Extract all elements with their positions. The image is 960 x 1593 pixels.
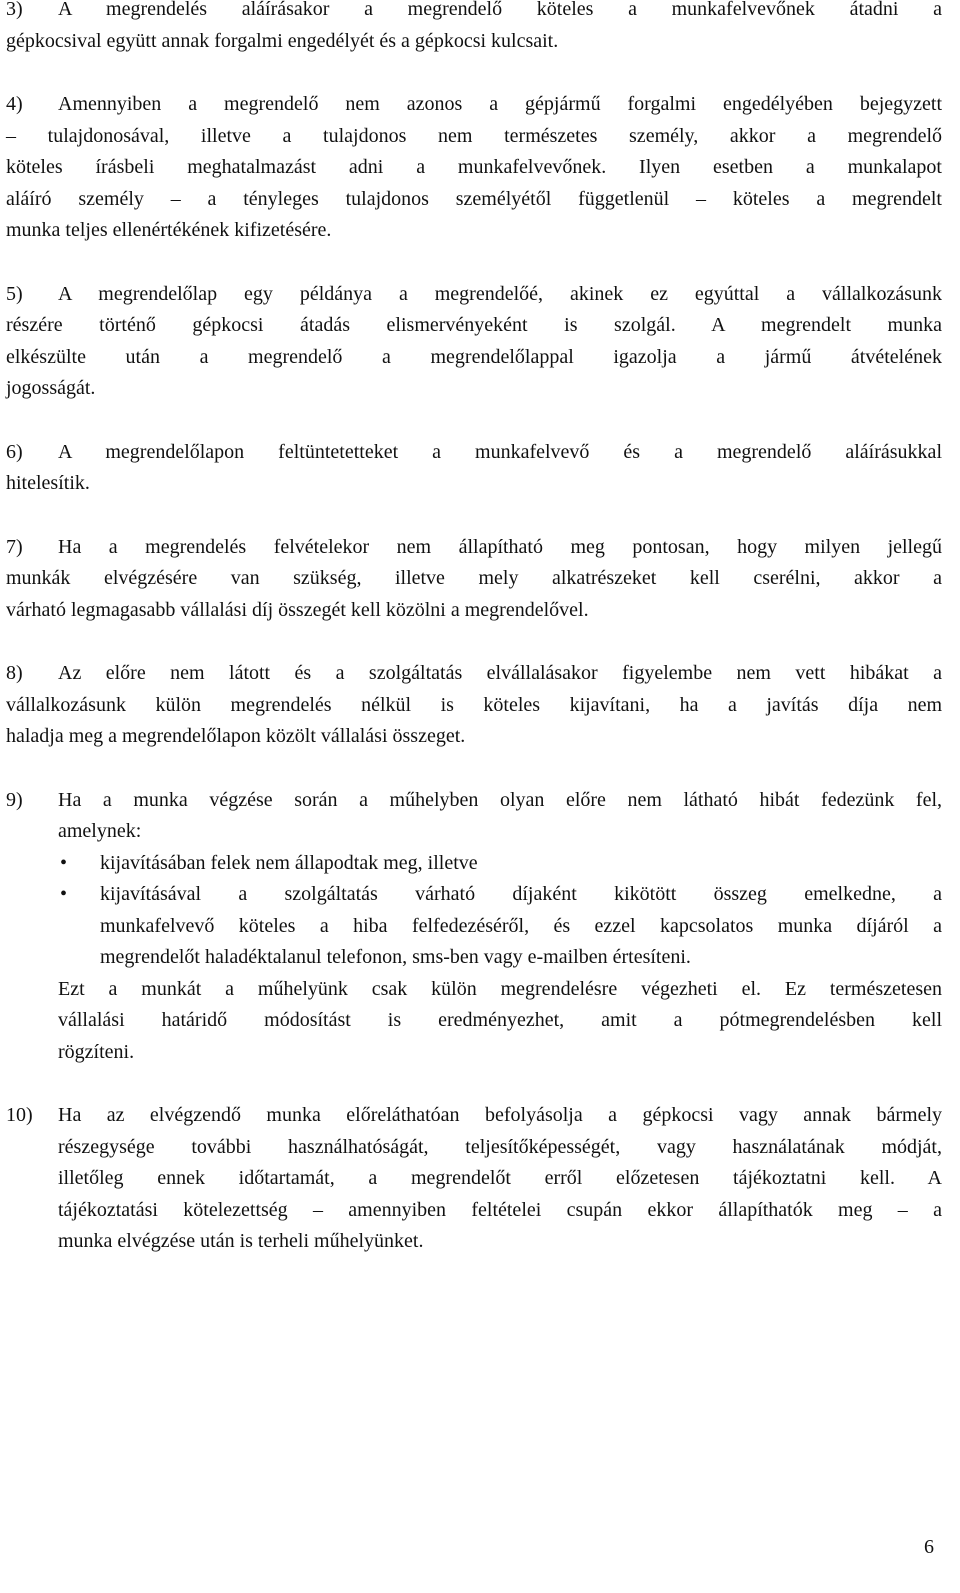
item-number: 10) xyxy=(6,1104,33,1126)
term-item-4 xyxy=(6,89,942,247)
text-line: tájékoztatási kötelezettség – amennyiben feltételei csupán ekkor állapíthatók meg – a xyxy=(58,1198,942,1221)
bullet-icon: • xyxy=(60,883,68,905)
text-line: kijavításában felek nem állapodtak meg, illetve xyxy=(100,851,478,874)
text-line: kijavításával a szolgáltatás várható díjaként kikötött összeg emelkedne, a xyxy=(100,883,942,905)
item-text xyxy=(6,279,942,405)
bullet-item xyxy=(58,848,942,880)
text-line: jogosságát. xyxy=(6,377,96,399)
bullet-item xyxy=(58,879,942,974)
text-line: Amennyiben a megrendelő nem azonos a gépjármű forgalmi engedélyében bejegyzett xyxy=(58,93,942,115)
text-line: munka teljes ellenértékének kifizetésére. xyxy=(6,219,332,241)
text-line: A megrendelőlap egy példánya a megrendelőé, akinek ez egyúttal a vállalkozásunk xyxy=(58,282,942,305)
text-line: Az előre nem látott és a szolgáltatás elvállalásakor figyelembe nem vett hibákat a xyxy=(58,662,942,684)
item-text xyxy=(6,89,942,247)
text-line: Ha a megrendelés felvételekor nem állapítható meg pontosan, hogy milyen jellegű xyxy=(58,535,942,558)
bullet-text xyxy=(100,879,942,974)
term-item-9 xyxy=(6,785,942,1069)
text-line: megrendelőt haladéktalanul telefonon, sms-ben vagy e-mailben értesíteni. xyxy=(100,946,691,968)
bullet-icon: • xyxy=(60,851,68,874)
item-text xyxy=(6,532,942,627)
text-line: részére történő gépkocsi átadás elismervényeként is szolgál. A megrendelt munka xyxy=(6,314,942,336)
text-line: elkészülte után a megrendelő a megrendelőlappal igazolja a jármű átvételének xyxy=(6,345,942,368)
text-line: amelynek: xyxy=(58,820,142,842)
text-line: – tulajdonosával, illetve a tulajdonos nem természetes személy, akkor a megrendelő xyxy=(6,124,942,147)
item-text xyxy=(58,1100,942,1258)
text-line: gépkocsival együtt annak forgalmi engedélyét és a gépkocsi kulcsait. xyxy=(6,29,559,52)
text-line: köteles írásbeli meghatalmazást adni a munkafelvevőnek. Ilyen esetben a munkalapot xyxy=(6,156,942,178)
text-line: vállalkozásunk külön megrendelés nélkül is köteles kijavítani, ha a javítás díja nem xyxy=(6,693,942,716)
item-number: 7) xyxy=(6,535,23,558)
text-line: hitelesítik. xyxy=(6,472,90,494)
text-line: munkafelvevő köteles a hiba felfedezéséről, és ezzel kapcsolatos munka díjáról a xyxy=(100,914,942,937)
item-text xyxy=(58,785,942,1069)
text-line: A megrendelőlapon feltüntetetteket a munkafelvevő és a megrendelő aláírásukkal xyxy=(58,440,942,463)
item-number: 8) xyxy=(6,662,23,684)
item-number: 3) xyxy=(6,0,23,20)
text-line: aláíró személy – a tényleges tulajdonos személyétől függetlenül – köteles a megrendelt xyxy=(6,187,942,210)
text-line: illetőleg ennek időtartamát, a megrendelőt erről előzetesen tájékoztatni kell. A xyxy=(58,1167,942,1189)
text-line: Ha az elvégzendő munka előreláthatóan befolyásolja a gépkocsi vagy annak bármely xyxy=(58,1104,942,1126)
terms-list xyxy=(6,0,942,1290)
bullet-list xyxy=(58,848,942,974)
term-item-6 xyxy=(6,437,942,500)
term-item-5 xyxy=(6,279,942,405)
text-line: vállalási határidő módosítást is eredményezhet, amit a pótmegrendelésben kell xyxy=(58,1009,942,1031)
bullet-text xyxy=(100,848,942,880)
text-line: rögzíteni. xyxy=(58,1040,135,1063)
item-number: 9) xyxy=(6,788,23,811)
text-line: haladja meg a megrendelőlapon közölt vállalási összeget. xyxy=(6,725,466,747)
item-number: 6) xyxy=(6,440,23,463)
item-number: 5) xyxy=(6,282,23,305)
term-item-10 xyxy=(6,1100,942,1258)
item-text xyxy=(6,658,942,753)
item-text xyxy=(6,437,942,500)
text-line: A megrendelés aláírásakor a megrendelő köteles a munkafelvevőnek átadni a xyxy=(58,0,942,20)
page-number: 6 xyxy=(924,1536,934,1558)
text-line: Ezt a munkát a műhelyünk csak külön megrendelésre végezheti el. Ez természetesen xyxy=(58,977,942,1000)
text-line: munkák elvégzésére van szükség, illetve mely alkatrészeket kell cserélni, akkor a xyxy=(6,567,942,589)
text-line: munka elvégzése után is terheli műhelyünket. xyxy=(58,1230,424,1252)
text-line: Ha a munka végzése során a műhelyben olyan előre nem látható hibát fedezünk fel, xyxy=(58,788,942,811)
term-item-7 xyxy=(6,532,942,627)
item-text xyxy=(6,0,942,57)
term-item-8 xyxy=(6,658,942,753)
term-item-3 xyxy=(6,0,942,57)
text-line: várható legmagasabb vállalási díj összegét kell közölni a megrendelővel. xyxy=(6,598,589,621)
item-number: 4) xyxy=(6,93,23,115)
text-line: részegysége további használhatóságát, teljesítőképességét, vagy használatának módját, xyxy=(58,1135,942,1158)
